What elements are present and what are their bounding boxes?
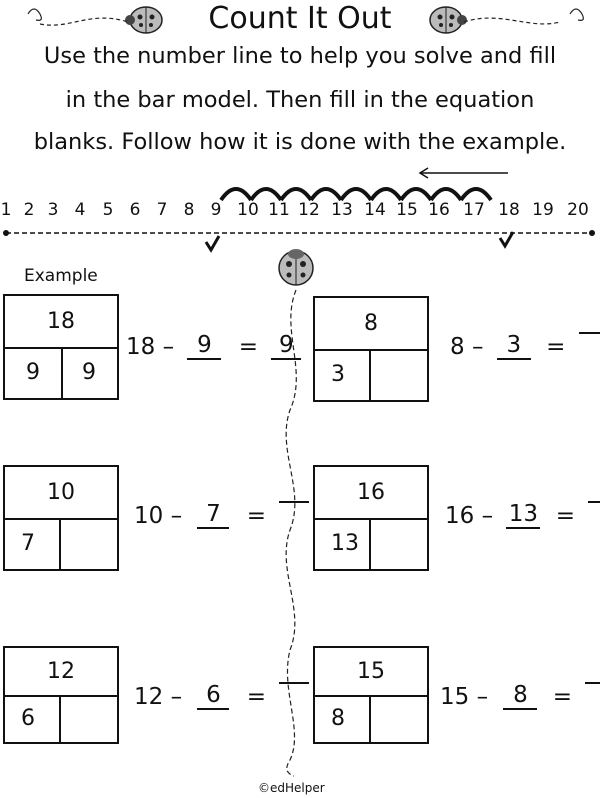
bar-model-part: 9 — [82, 360, 96, 385]
number-label: 14 — [364, 200, 386, 220]
bar-model-part[interactable] — [371, 349, 427, 400]
bar-model-part: 3 — [315, 349, 371, 400]
number-label: 2 — [23, 200, 35, 220]
number-label: 16 — [428, 200, 450, 220]
equation — [126, 332, 301, 362]
equation — [134, 501, 309, 531]
equation — [445, 501, 600, 531]
number-label: 5 — [102, 200, 114, 220]
number-label: 7 — [156, 200, 168, 220]
equation-answer[interactable] — [579, 332, 600, 334]
page-title: Count It Out — [208, 1, 392, 36]
number-label: 1 — [0, 200, 12, 220]
ladybug-icon — [125, 7, 162, 33]
example-label: Example — [24, 266, 98, 286]
equation — [450, 332, 600, 362]
equation-left: 15 – — [440, 684, 489, 710]
equation-subtrahend: 7 — [197, 501, 229, 529]
bar-model-part[interactable] — [371, 695, 427, 742]
equation — [440, 682, 600, 712]
bar-model — [313, 296, 429, 402]
equation-equals: = — [555, 503, 575, 529]
bar-model-total: 12 — [5, 648, 117, 697]
equation-left: 10 – — [134, 503, 183, 529]
equation-subtrahend: 13 — [506, 501, 540, 529]
number-label: 6 — [129, 200, 141, 220]
equation-equals: = — [246, 684, 266, 710]
bar-model-part: 7 — [5, 518, 61, 569]
number-label: 11 — [268, 200, 290, 220]
bar-model-total: 10 — [5, 467, 117, 520]
equation-equals: = — [238, 334, 258, 360]
number-label: 15 — [396, 200, 418, 220]
equation-answer[interactable] — [279, 501, 309, 503]
number-label: 20 — [567, 200, 589, 220]
ladybug-icon — [430, 7, 467, 33]
checkmark-icon — [500, 232, 513, 246]
bar-model — [313, 646, 429, 744]
copyright-footer: ©edHelper — [258, 781, 325, 795]
instruction-line-1: Use the number line to help you solve and fill — [43, 43, 557, 69]
number-label: 13 — [331, 200, 353, 220]
equation-equals: = — [546, 334, 566, 360]
equation-subtrahend: 3 — [497, 332, 531, 360]
bar-model-part[interactable] — [61, 518, 117, 569]
bar-model-part: 6 — [5, 695, 61, 742]
bar-model-part[interactable] — [61, 695, 117, 742]
number-label: 3 — [47, 200, 59, 220]
number-label: 12 — [298, 200, 320, 220]
equation-left: 16 – — [445, 503, 494, 529]
bar-model-total: 16 — [315, 467, 427, 520]
equation-equals: = — [552, 684, 572, 710]
bar-model-total: 15 — [315, 648, 427, 697]
bar-model-part: 8 — [315, 695, 371, 742]
equation-equals: = — [246, 503, 266, 529]
bar-model-part[interactable] — [371, 518, 427, 569]
bar-model-part: 9 — [5, 347, 63, 398]
bar-model-total: 8 — [315, 298, 427, 351]
bar-model — [3, 294, 119, 400]
equation-answer[interactable] — [588, 501, 600, 503]
equation-answer[interactable] — [279, 682, 309, 684]
equation-left: 8 – — [450, 334, 484, 360]
equation-subtrahend: 8 — [503, 682, 537, 710]
number-label: 8 — [183, 200, 195, 220]
equation — [134, 682, 309, 712]
number-label: 19 — [532, 200, 554, 220]
number-label: 4 — [74, 200, 86, 220]
checkmark-icon — [206, 236, 219, 250]
equation-left: 18 – — [126, 334, 175, 360]
equation-subtrahend: 9 — [187, 332, 221, 360]
number-label: 17 — [463, 200, 485, 220]
arrow-left-icon — [420, 168, 508, 178]
instruction-line-2: in the bar model. Then fill in the equation — [65, 87, 535, 113]
equation-subtrahend: 6 — [197, 682, 229, 710]
bar-model — [3, 465, 119, 571]
number-label: 10 — [237, 200, 259, 220]
number-label: 9 — [210, 200, 222, 220]
ladybug-icon — [279, 249, 313, 285]
bar-model-total: 18 — [5, 296, 117, 349]
instruction-line-3: blanks. Follow how it is done with the example. — [33, 129, 567, 155]
equation-left: 12 – — [134, 684, 183, 710]
equation-answer[interactable] — [585, 682, 600, 684]
bar-model — [3, 646, 119, 744]
number-label: 18 — [498, 200, 520, 220]
bar-model-part: 13 — [315, 518, 371, 569]
equation-answer[interactable]: 9 — [271, 332, 301, 360]
bar-model — [313, 465, 429, 571]
